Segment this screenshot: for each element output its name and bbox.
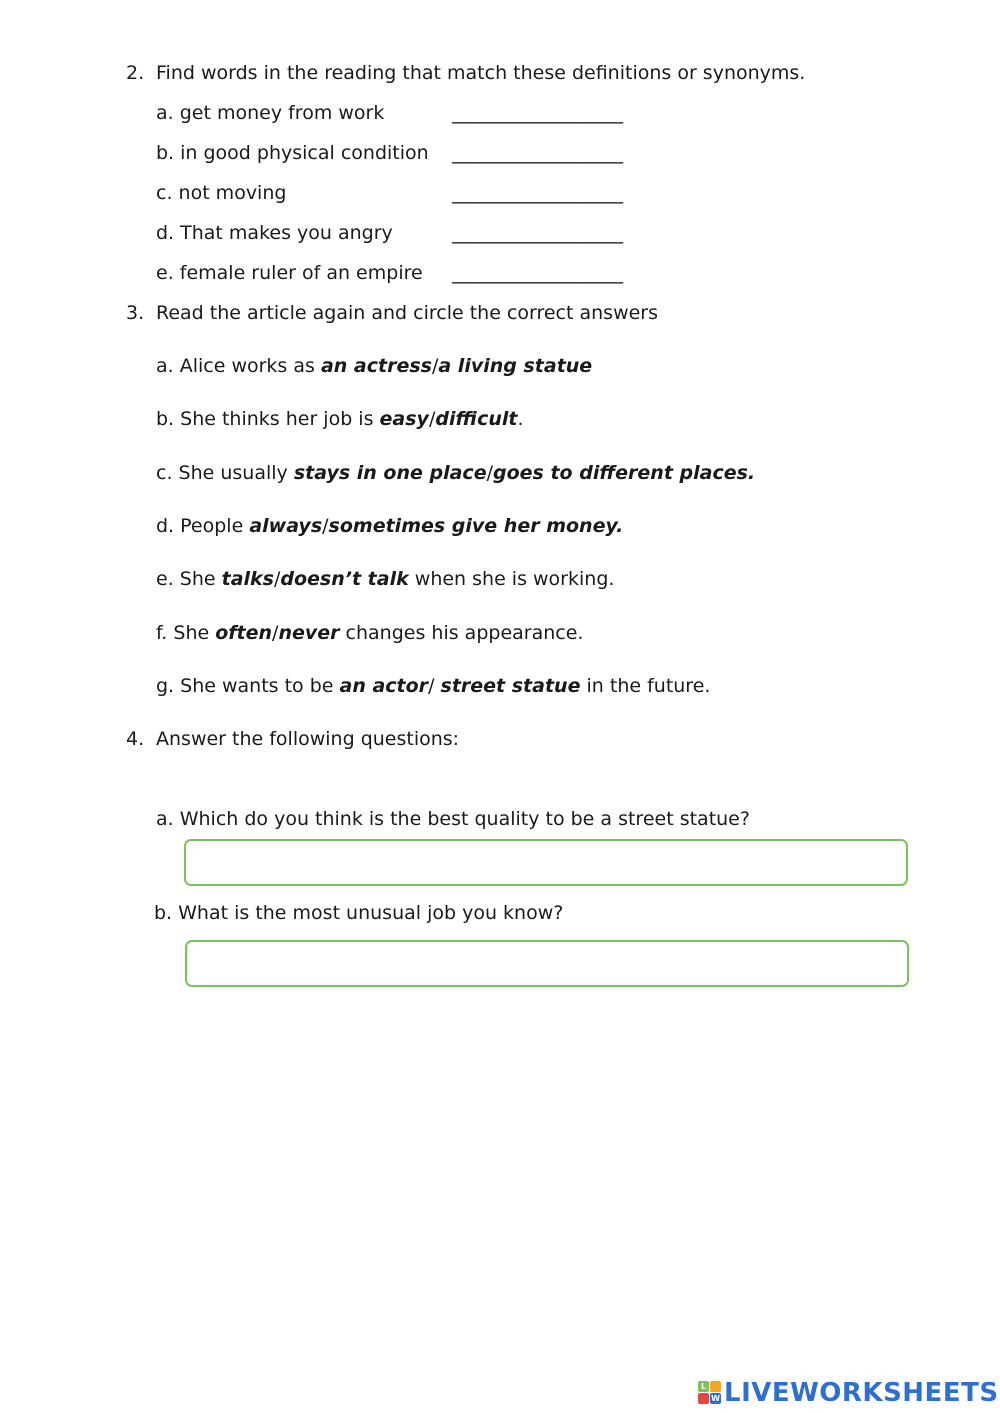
q3-item-f-option-2[interactable]: never bbox=[278, 622, 340, 644]
q3-item-e-option-2[interactable]: doesn’t talk bbox=[280, 568, 409, 590]
q3-item-b-option-1[interactable]: easy bbox=[379, 408, 429, 430]
q3-item-b-pre: b. She thinks her job is bbox=[156, 408, 380, 430]
q3-item-a-option-2[interactable]: a living statue bbox=[438, 355, 593, 377]
q3-item-b-post: . bbox=[517, 408, 524, 430]
q3-item-f-pre: f. She bbox=[156, 622, 216, 644]
q3-item-c-option-1[interactable]: stays in one place bbox=[293, 462, 487, 484]
q3-item-g-pre: g. She wants to be bbox=[156, 675, 340, 697]
q3-item-f-sep: / bbox=[272, 622, 279, 644]
q3-item-a-sep: / bbox=[431, 355, 439, 377]
q3-item-a-option-1[interactable]: an actress bbox=[320, 355, 432, 377]
q2-number: 2. bbox=[126, 62, 145, 84]
logo-mark-letter-l: L bbox=[698, 1381, 709, 1392]
q3-item-f-post: changes his appearance. bbox=[339, 622, 584, 644]
logo-mark-square bbox=[698, 1393, 709, 1404]
q2-item-d-blank[interactable]: __________________ bbox=[452, 222, 623, 244]
q2-item-e-text: e. female ruler of an empire bbox=[156, 262, 423, 284]
q3-item-f bbox=[156, 622, 583, 645]
logo-mark-square bbox=[710, 1381, 721, 1392]
q4-question-b: b. What is the most unusual job you know? bbox=[154, 902, 564, 924]
q3-item-g bbox=[156, 675, 710, 698]
q3-item-d-option-2[interactable]: sometimes give her money. bbox=[328, 515, 624, 537]
q4-question-a: a. Which do you think is the best quality to be a street statue? bbox=[156, 808, 750, 830]
q4-instruction: Answer the following questions: bbox=[156, 728, 460, 750]
q4-answer-a-input[interactable] bbox=[184, 839, 908, 886]
q3-item-f-option-1[interactable]: often bbox=[215, 622, 273, 644]
q3-item-d bbox=[156, 515, 623, 538]
q2-item-e-blank[interactable]: __________________ bbox=[452, 262, 623, 284]
q3-item-g-option-2[interactable]: street statue bbox=[440, 675, 581, 697]
q3-item-g-sep: / bbox=[428, 675, 441, 697]
q2-item-b-text: b. in good physical condition bbox=[156, 142, 429, 164]
q3-item-e-post: when she is working. bbox=[408, 568, 615, 590]
q2-item-c-blank[interactable]: __________________ bbox=[452, 182, 623, 204]
q3-item-c bbox=[156, 462, 755, 485]
q2-item-a-text: a. get money from work bbox=[156, 102, 385, 124]
logo-mark-icon bbox=[698, 1381, 722, 1405]
q3-item-e bbox=[156, 568, 614, 591]
q3-item-d-option-1[interactable]: always bbox=[249, 515, 323, 537]
q4-number: 4. bbox=[126, 728, 145, 750]
q3-item-b-sep: / bbox=[428, 408, 436, 430]
q2-instruction: Find words in the reading that match these definitions or synonyms. bbox=[156, 62, 806, 84]
q3-number: 3. bbox=[126, 302, 145, 324]
q3-item-c-pre: c. She usually bbox=[156, 462, 294, 484]
q3-item-e-pre: e. She bbox=[156, 568, 222, 590]
q3-item-a-pre: a. Alice works as bbox=[156, 355, 321, 377]
q3-item-c-sep: / bbox=[486, 462, 493, 484]
q2-item-b-blank[interactable]: __________________ bbox=[452, 142, 623, 164]
logo-mark-letter-w: W bbox=[711, 1394, 720, 1403]
q3-item-e-option-1[interactable]: talks bbox=[221, 568, 274, 590]
liveworksheets-logo[interactable] bbox=[698, 1376, 999, 1410]
logo-text: LIVEWORKSHEETS bbox=[724, 1378, 999, 1408]
q3-item-g-option-1[interactable]: an actor bbox=[339, 675, 429, 697]
q3-item-b bbox=[156, 408, 524, 431]
q3-item-c-option-2[interactable]: goes to different places. bbox=[493, 462, 756, 484]
q3-item-a bbox=[156, 355, 592, 378]
q2-item-a-blank[interactable]: __________________ bbox=[452, 102, 623, 124]
q3-item-b-option-2[interactable]: difficult bbox=[435, 408, 518, 430]
q3-item-e-sep: / bbox=[273, 568, 281, 590]
q3-instruction: Read the article again and circle the correct answers bbox=[156, 302, 659, 324]
q3-item-d-pre: d. People bbox=[156, 515, 250, 537]
q4-answer-b-input[interactable] bbox=[185, 940, 909, 987]
q2-item-c-text: c. not moving bbox=[156, 182, 287, 204]
q3-item-d-sep: / bbox=[322, 515, 329, 537]
q3-item-g-post: in the future. bbox=[580, 675, 711, 697]
q2-item-d-text: d. That makes you angry bbox=[156, 222, 393, 244]
